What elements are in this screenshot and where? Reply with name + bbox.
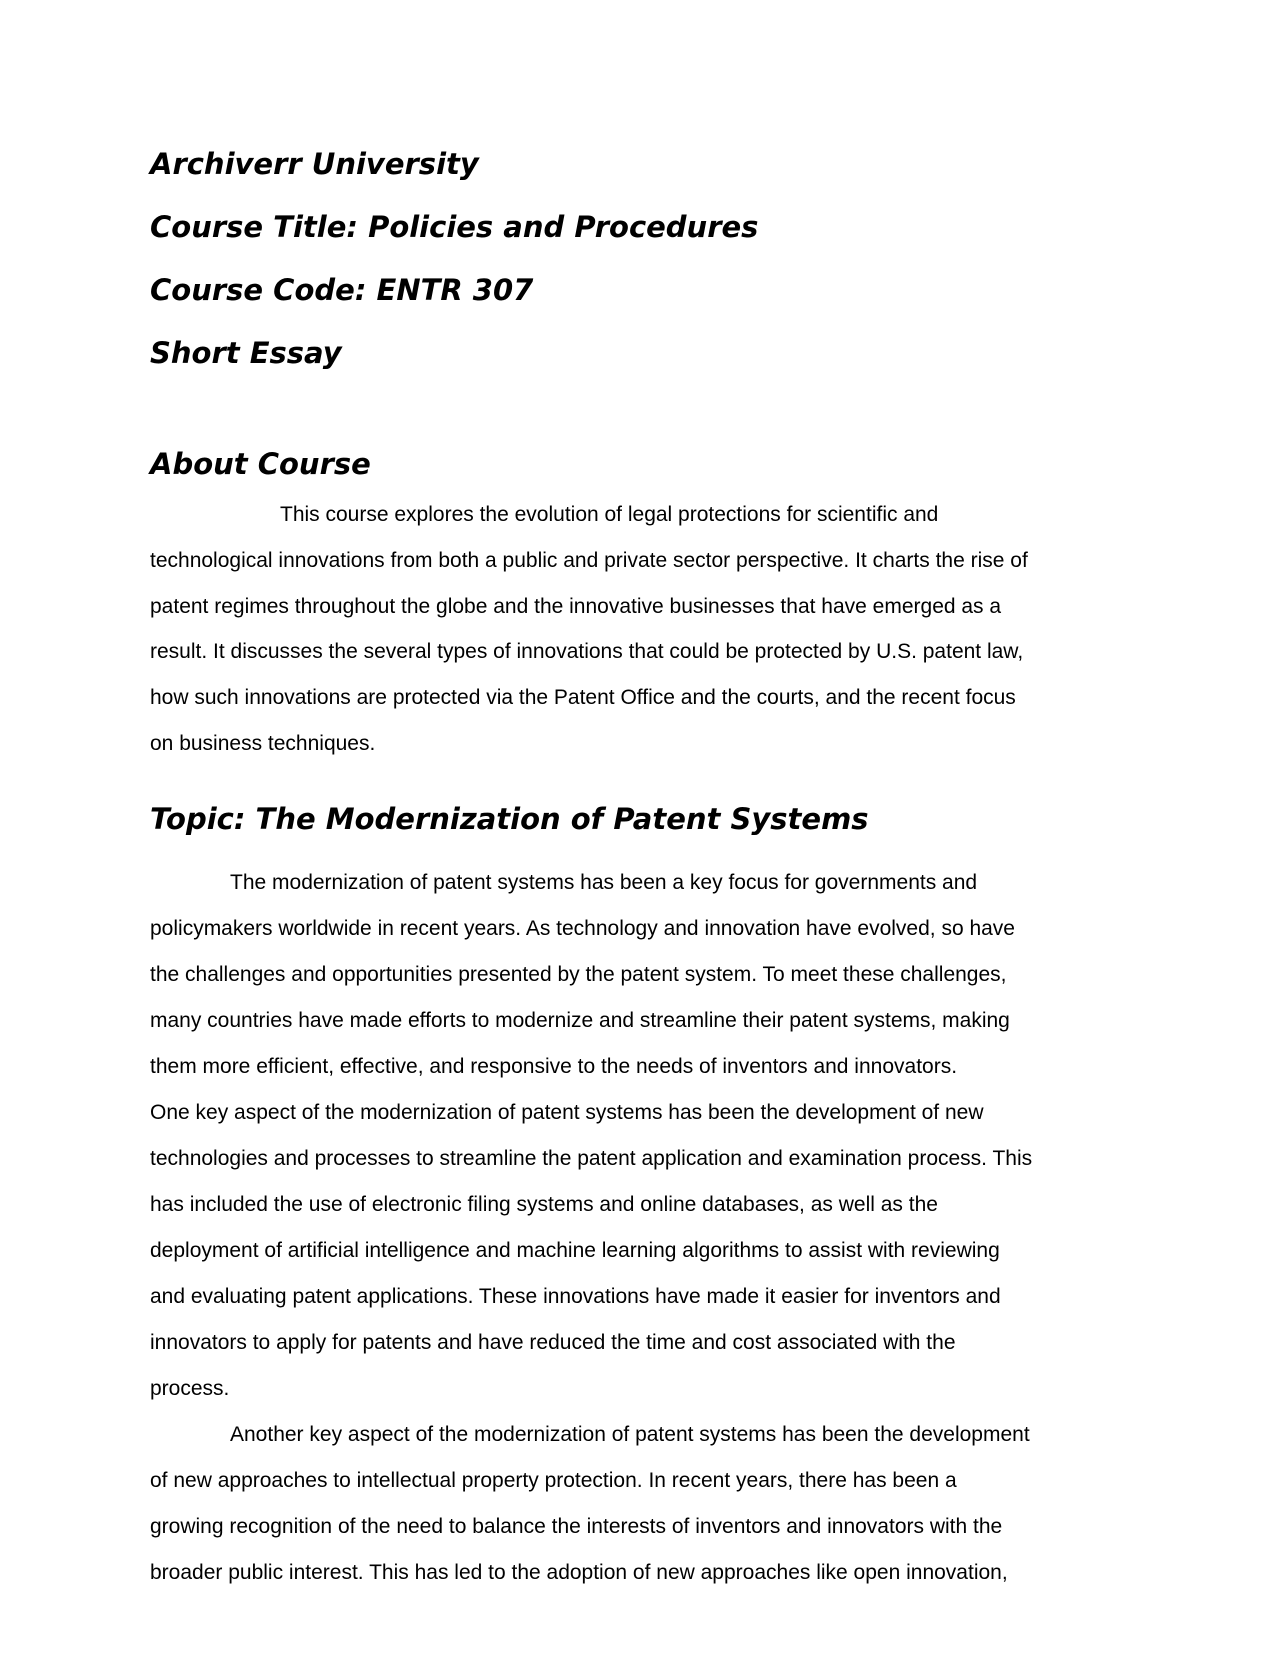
essay-line: policymakers worldwide in recent years. As technology and innovation have evolved, so have bbox=[150, 917, 1015, 940]
essay-line: One key aspect of the modernization of patent systems has been the development of new bbox=[150, 1101, 984, 1124]
essay-line: growing recognition of the need to balance the interests of inventors and innovators with the bbox=[150, 1515, 1003, 1538]
essay-line: deployment of artificial intelligence and machine learning algorithms to assist with reviewing bbox=[150, 1239, 1000, 1262]
essay-line: them more efficient, effective, and responsive to the needs of inventors and innovators. bbox=[150, 1055, 958, 1078]
assignment-type: Short Essay bbox=[150, 336, 342, 370]
essay-line: many countries have made efforts to modernize and streamline their patent systems, making bbox=[150, 1009, 1010, 1032]
essay-line: innovators to apply for patents and have reduced the time and cost associated with the bbox=[150, 1331, 956, 1354]
essay-line: the challenges and opportunities presented by the patent system. To meet these challenges, bbox=[150, 963, 1007, 986]
essay-line: Another key aspect of the modernization of patent systems has been the development bbox=[230, 1423, 1030, 1446]
course-title: Course Title: Policies and Procedures bbox=[150, 210, 759, 244]
essay-line: The modernization of patent systems has been a key focus for governments and bbox=[230, 871, 978, 894]
essay-line: process. bbox=[150, 1377, 230, 1400]
about-line: technological innovations from both a public and private sector perspective. It charts the rise of bbox=[150, 549, 1028, 572]
about-line: on business techniques. bbox=[150, 732, 376, 755]
course-code: Course Code: ENTR 307 bbox=[150, 273, 534, 307]
essay-line: and evaluating patent applications. These innovations have made it easier for inventors and bbox=[150, 1285, 1001, 1308]
about-heading: About Course bbox=[150, 447, 371, 481]
topic-heading: Topic: The Modernization of Patent Systems bbox=[150, 802, 869, 836]
about-line: This course explores the evolution of legal protections for scientific and bbox=[280, 503, 939, 526]
essay-line: broader public interest. This has led to the adoption of new approaches like open innovation, bbox=[150, 1561, 1008, 1584]
about-line: result. It discusses the several types of innovations that could be protected by U.S. patent law, bbox=[150, 640, 1024, 663]
about-line: patent regimes throughout the globe and the innovative businesses that have emerged as a bbox=[150, 595, 1002, 618]
essay-line: technologies and processes to streamline the patent application and examination process. This bbox=[150, 1147, 1033, 1170]
about-line: how such innovations are protected via the Patent Office and the courts, and the recent focus bbox=[150, 686, 1016, 709]
university-name: Archiverr University bbox=[150, 147, 479, 181]
essay-line: has included the use of electronic filing systems and online databases, as well as the bbox=[150, 1193, 938, 1216]
essay-line: of new approaches to intellectual property protection. In recent years, there has been a bbox=[150, 1469, 957, 1492]
